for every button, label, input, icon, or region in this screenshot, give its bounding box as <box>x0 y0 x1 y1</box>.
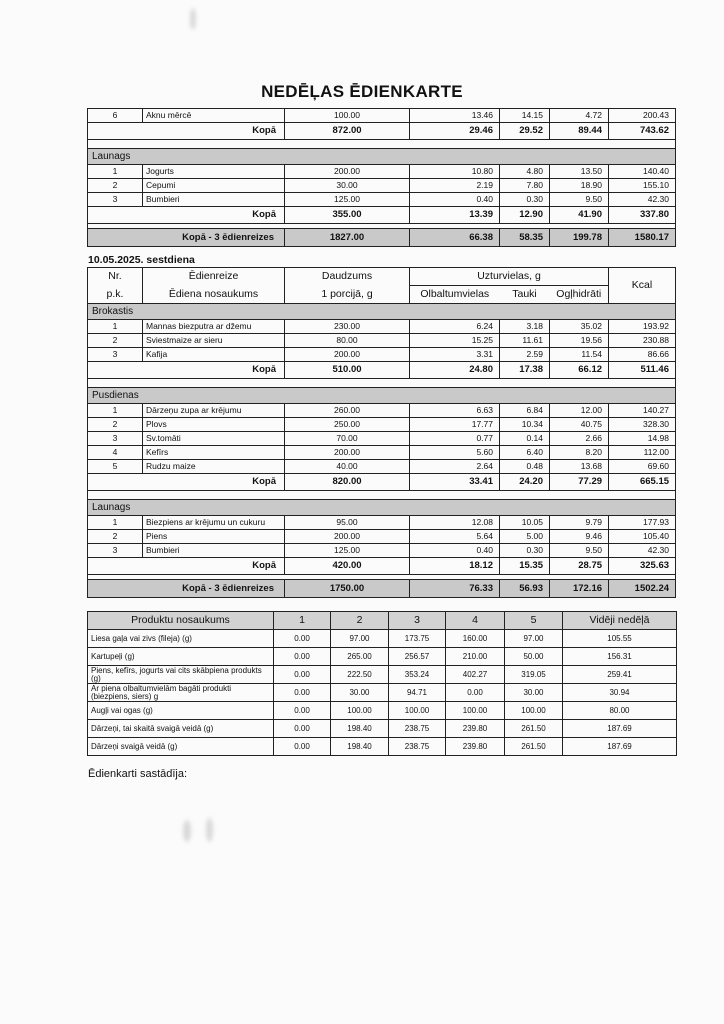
total-protein: 33.41 <box>410 474 500 491</box>
summary-header-day: 3 <box>389 612 446 630</box>
row-protein: 0.40 <box>410 544 500 558</box>
total-label: Kopā <box>88 362 285 379</box>
row-fat: 14.15 <box>500 109 550 123</box>
row-fat: 4.80 <box>500 165 550 179</box>
summary-day-value: 0.00 <box>274 630 331 648</box>
row-fat: 10.05 <box>500 516 550 530</box>
row-fat: 10.34 <box>500 418 550 432</box>
row-kcal: 328.30 <box>609 418 676 432</box>
row-fat: 5.00 <box>500 530 550 544</box>
header-pk: p.k. <box>88 286 143 304</box>
grand-total-fat: 56.93 <box>500 580 550 598</box>
grand-total-protein: 76.33 <box>410 580 500 598</box>
row-carbs: 35.02 <box>550 320 609 334</box>
previous-day-rows <box>88 109 676 165</box>
table-row <box>88 193 676 207</box>
table-row <box>88 334 676 348</box>
row-protein: 13.46 <box>410 109 500 123</box>
row-nr: 1 <box>88 165 143 179</box>
meal-total-row <box>88 474 676 491</box>
row-carbs: 18.90 <box>550 179 609 193</box>
row-carbs: 13.50 <box>550 165 609 179</box>
row-protein: 0.77 <box>410 432 500 446</box>
total-protein: 13.39 <box>410 207 500 224</box>
row-carbs: 12.00 <box>550 404 609 418</box>
row-fat: 0.30 <box>500 544 550 558</box>
row-qty: 70.00 <box>285 432 410 446</box>
launags-rows <box>88 165 676 207</box>
row-name: Bumbieri <box>143 193 285 207</box>
summary-day-value: 261.50 <box>505 738 563 756</box>
total-qty: 872.00 <box>285 123 410 140</box>
row-carbs: 40.75 <box>550 418 609 432</box>
summary-day-value: 265.00 <box>331 648 389 666</box>
row-fat: 6.40 <box>500 446 550 460</box>
row-nr: 5 <box>88 460 143 474</box>
total-qty: 820.00 <box>285 474 410 491</box>
total-label: Kopā <box>88 207 285 224</box>
grand-total-carbs: 172.16 <box>550 580 609 598</box>
table-row <box>88 432 676 446</box>
summary-day-value: 239.80 <box>446 738 505 756</box>
meal-total-row <box>88 123 676 140</box>
summary-day-value: 239.80 <box>446 720 505 738</box>
summary-day-value: 160.00 <box>446 630 505 648</box>
row-carbs: 9.50 <box>550 193 609 207</box>
row-protein: 10.80 <box>410 165 500 179</box>
summary-day-value: 30.00 <box>331 684 389 702</box>
total-kcal: 511.46 <box>609 362 676 379</box>
row-name: Sv.tomāti <box>143 432 285 446</box>
day-grand-total-row <box>88 229 676 247</box>
header-protein: Olbaltumvielas <box>410 286 500 304</box>
row-kcal: 105.40 <box>609 530 676 544</box>
summary-weekly-average: 187.69 <box>563 738 677 756</box>
row-qty: 200.00 <box>285 348 410 362</box>
summary-header-day: 1 <box>274 612 331 630</box>
summary-header-day: 5 <box>505 612 563 630</box>
row-kcal: 193.92 <box>609 320 676 334</box>
row-kcal: 155.10 <box>609 179 676 193</box>
summary-day-value: 402.27 <box>446 666 505 684</box>
row-nr: 6 <box>88 109 143 123</box>
total-carbs: 77.29 <box>550 474 609 491</box>
grand-total-carbs: 199.78 <box>550 229 609 247</box>
row-nr: 1 <box>88 516 143 530</box>
table-row <box>88 460 676 474</box>
row-fat: 0.48 <box>500 460 550 474</box>
row-fat: 3.18 <box>500 320 550 334</box>
row-protein: 5.64 <box>410 530 500 544</box>
summary-day-value: 0.00 <box>274 738 331 756</box>
row-kcal: 86.66 <box>609 348 676 362</box>
summary-day-value: 210.00 <box>446 648 505 666</box>
meal-section-header <box>88 149 676 165</box>
meal-name: Pusdienas <box>88 388 676 404</box>
row-qty: 80.00 <box>285 334 410 348</box>
row-protein: 5.60 <box>410 446 500 460</box>
grand-total-kcal: 1580.17 <box>609 229 676 247</box>
row-carbs: 8.20 <box>550 446 609 460</box>
summary-day-value: 100.00 <box>331 702 389 720</box>
meal-name: Launags <box>88 149 676 165</box>
grand-total-protein: 66.38 <box>410 229 500 247</box>
row-kcal: 14.98 <box>609 432 676 446</box>
row-nr: 2 <box>88 334 143 348</box>
total-carbs: 66.12 <box>550 362 609 379</box>
summary-day-value: 0.00 <box>274 648 331 666</box>
total-fat: 15.35 <box>500 558 550 575</box>
row-qty: 125.00 <box>285 193 410 207</box>
summary-day-value: 94.71 <box>389 684 446 702</box>
header-dish-name: Ēdiena nosaukums <box>143 286 285 304</box>
summary-day-value: 173.75 <box>389 630 446 648</box>
meal-name: Launags <box>88 500 676 516</box>
row-name: Aknu mērcē <box>143 109 285 123</box>
row-kcal: 112.00 <box>609 446 676 460</box>
summary-product-name: Augļi vai ogas (g) <box>88 702 274 720</box>
total-fat: 12.90 <box>500 207 550 224</box>
row-name: Rudzu maize <box>143 460 285 474</box>
summary-row <box>88 738 677 756</box>
summary-rows <box>88 630 677 756</box>
summary-product-name: Dārzeņi svaigā veidā (g) <box>88 738 274 756</box>
row-kcal: 140.27 <box>609 404 676 418</box>
row-protein: 6.63 <box>410 404 500 418</box>
row-protein: 12.08 <box>410 516 500 530</box>
row-nr: 2 <box>88 530 143 544</box>
saturday-menu-table <box>87 267 676 598</box>
total-protein: 24.80 <box>410 362 500 379</box>
summary-day-value: 353.24 <box>389 666 446 684</box>
row-name: Jogurts <box>143 165 285 179</box>
total-kcal: 325.63 <box>609 558 676 575</box>
row-kcal: 200.43 <box>609 109 676 123</box>
row-protein: 6.24 <box>410 320 500 334</box>
total-label: Kopā <box>88 474 285 491</box>
meal-total-row <box>88 207 676 224</box>
row-carbs: 13.68 <box>550 460 609 474</box>
table-row <box>88 530 676 544</box>
header-carbs: Ogļhidrāti <box>550 286 609 304</box>
summary-day-value: 238.75 <box>389 720 446 738</box>
row-carbs: 4.72 <box>550 109 609 123</box>
row-kcal: 42.30 <box>609 193 676 207</box>
meal-total-row <box>88 362 676 379</box>
summary-header-product: Produktu nosaukums <box>88 612 274 630</box>
grand-total-label: Kopā - 3 ēdienreizes <box>88 580 285 598</box>
row-name: Kafija <box>143 348 285 362</box>
row-fat: 2.59 <box>500 348 550 362</box>
row-kcal: 69.60 <box>609 460 676 474</box>
row-name: Cepumi <box>143 179 285 193</box>
row-carbs: 11.54 <box>550 348 609 362</box>
summary-day-value: 198.40 <box>331 720 389 738</box>
row-fat: 0.30 <box>500 193 550 207</box>
total-carbs: 41.90 <box>550 207 609 224</box>
row-nr: 1 <box>88 320 143 334</box>
summary-header-average: Vidēji nedēļā <box>563 612 677 630</box>
row-protein: 15.25 <box>410 334 500 348</box>
summary-day-value: 256.57 <box>389 648 446 666</box>
row-protein: 0.40 <box>410 193 500 207</box>
row-fat: 7.80 <box>500 179 550 193</box>
row-nr: 2 <box>88 179 143 193</box>
summary-weekly-average: 105.55 <box>563 630 677 648</box>
total-kcal: 337.80 <box>609 207 676 224</box>
header-quantity: Daudzums <box>285 268 410 286</box>
summary-product-name: Kartupeļi (g) <box>88 648 274 666</box>
total-fat: 29.52 <box>500 123 550 140</box>
saturday-meals <box>88 304 676 575</box>
row-name: Biezpiens ar krējumu un cukuru <box>143 516 285 530</box>
summary-header-row <box>88 612 677 630</box>
table-header <box>88 268 676 304</box>
table-row <box>88 348 676 362</box>
row-kcal: 177.93 <box>609 516 676 530</box>
meal-section-header <box>88 388 676 404</box>
grand-total-qty: 1827.00 <box>285 229 410 247</box>
row-carbs: 2.66 <box>550 432 609 446</box>
summary-day-value: 319.05 <box>505 666 563 684</box>
total-qty: 420.00 <box>285 558 410 575</box>
row-carbs: 19.56 <box>550 334 609 348</box>
day-grand-total-row <box>88 580 676 598</box>
header-portion: 1 porcijā, g <box>285 286 410 304</box>
table-row <box>88 165 676 179</box>
summary-row <box>88 702 677 720</box>
row-protein: 2.64 <box>410 460 500 474</box>
summary-weekly-average: 80.00 <box>563 702 677 720</box>
row-kcal: 230.88 <box>609 334 676 348</box>
grand-total-qty: 1750.00 <box>285 580 410 598</box>
summary-weekly-average: 259.41 <box>563 666 677 684</box>
total-label: Kopā <box>88 558 285 575</box>
row-qty: 100.00 <box>285 109 410 123</box>
summary-day-value: 97.00 <box>331 630 389 648</box>
row-nr: 4 <box>88 446 143 460</box>
row-name: Dārzeņu zupa ar krējumu <box>143 404 285 418</box>
total-protein: 29.46 <box>410 123 500 140</box>
signature-label: Ēdienkarti sastādīja: <box>88 768 188 780</box>
summary-day-value: 100.00 <box>446 702 505 720</box>
summary-day-value: 238.75 <box>389 738 446 756</box>
row-nr: 3 <box>88 193 143 207</box>
row-kcal: 140.40 <box>609 165 676 179</box>
meal-section-header <box>88 304 676 320</box>
table-row <box>88 516 676 530</box>
row-name: Kefīrs <box>143 446 285 460</box>
summary-day-value: 0.00 <box>274 702 331 720</box>
summary-day-value: 100.00 <box>389 702 446 720</box>
summary-product-name: Ar piena olbaltumvielām bagāti produkti (biezpiens, siers) g <box>88 684 274 702</box>
summary-weekly-average: 30.94 <box>563 684 677 702</box>
previous-day-table <box>87 108 676 247</box>
summary-product-name: Piens, kefīrs, jogurts vai cits skābpiena produkts (g) <box>88 666 274 684</box>
row-protein: 3.31 <box>410 348 500 362</box>
row-nr: 3 <box>88 348 143 362</box>
total-kcal: 743.62 <box>609 123 676 140</box>
header-kcal: Kcal <box>609 268 676 304</box>
summary-weekly-average: 187.69 <box>563 720 677 738</box>
table-row <box>88 404 676 418</box>
table-row <box>88 418 676 432</box>
row-fat: 11.61 <box>500 334 550 348</box>
total-qty: 510.00 <box>285 362 410 379</box>
summary-header-day: 2 <box>331 612 389 630</box>
row-qty: 95.00 <box>285 516 410 530</box>
summary-row <box>88 720 677 738</box>
meal-section-header <box>88 500 676 516</box>
document-title: NEDĒĻAS ĒDIENKARTE <box>261 82 463 101</box>
summary-day-value: 261.50 <box>505 720 563 738</box>
summary-row <box>88 630 677 648</box>
summary-day-value: 0.00 <box>274 666 331 684</box>
total-carbs: 89.44 <box>550 123 609 140</box>
table-row <box>88 109 676 123</box>
summary-row <box>88 684 677 702</box>
table-row <box>88 179 676 193</box>
header-meal: Ēdienreize <box>143 268 285 286</box>
summary-weekly-average: 156.31 <box>563 648 677 666</box>
table-row <box>88 544 676 558</box>
day-date-heading: 10.05.2025. sestdiena <box>88 254 195 266</box>
meal-total-row <box>88 558 676 575</box>
table-row <box>88 320 676 334</box>
summary-day-value: 0.00 <box>274 684 331 702</box>
row-qty: 200.00 <box>285 446 410 460</box>
row-carbs: 9.50 <box>550 544 609 558</box>
header-nutrients: Uzturvielas, g <box>410 268 609 286</box>
row-nr: 1 <box>88 404 143 418</box>
row-qty: 40.00 <box>285 460 410 474</box>
summary-row <box>88 648 677 666</box>
header-fat: Tauki <box>500 286 550 304</box>
meal-name: Brokastis <box>88 304 676 320</box>
row-nr: 3 <box>88 544 143 558</box>
row-protein: 17.77 <box>410 418 500 432</box>
row-nr: 2 <box>88 418 143 432</box>
row-qty: 250.00 <box>285 418 410 432</box>
row-protein: 2.19 <box>410 179 500 193</box>
total-fat: 17.38 <box>500 362 550 379</box>
row-name: Sviestmaize ar sieru <box>143 334 285 348</box>
summary-day-value: 50.00 <box>505 648 563 666</box>
summary-day-value: 0.00 <box>274 720 331 738</box>
row-carbs: 9.46 <box>550 530 609 544</box>
summary-product-name: Liesa gaļa vai zivs (fileja) (g) <box>88 630 274 648</box>
table-row <box>88 446 676 460</box>
total-qty: 355.00 <box>285 207 410 224</box>
row-qty: 200.00 <box>285 530 410 544</box>
total-label: Kopā <box>88 123 285 140</box>
header-nr: Nr. <box>88 268 143 286</box>
summary-day-value: 97.00 <box>505 630 563 648</box>
grand-total-label: Kopā - 3 ēdienreizes <box>88 229 285 247</box>
row-nr: 3 <box>88 432 143 446</box>
total-fat: 24.20 <box>500 474 550 491</box>
row-qty: 230.00 <box>285 320 410 334</box>
row-kcal: 42.30 <box>609 544 676 558</box>
summary-row <box>88 666 677 684</box>
summary-header-day: 4 <box>446 612 505 630</box>
weekly-product-summary-table <box>87 611 677 756</box>
total-kcal: 665.15 <box>609 474 676 491</box>
summary-day-value: 0.00 <box>446 684 505 702</box>
row-qty: 200.00 <box>285 165 410 179</box>
grand-total-fat: 58.35 <box>500 229 550 247</box>
summary-day-value: 198.40 <box>331 738 389 756</box>
total-protein: 18.12 <box>410 558 500 575</box>
summary-day-value: 100.00 <box>505 702 563 720</box>
row-qty: 125.00 <box>285 544 410 558</box>
row-qty: 30.00 <box>285 179 410 193</box>
row-name: Mannas biezputra ar džemu <box>143 320 285 334</box>
total-carbs: 28.75 <box>550 558 609 575</box>
summary-day-value: 30.00 <box>505 684 563 702</box>
row-name: Piens <box>143 530 285 544</box>
row-qty: 260.00 <box>285 404 410 418</box>
summary-product-name: Dārzeņi, tai skaitā svaigā veidā (g) <box>88 720 274 738</box>
row-fat: 6.84 <box>500 404 550 418</box>
grand-total-kcal: 1502.24 <box>609 580 676 598</box>
row-carbs: 9.79 <box>550 516 609 530</box>
row-name: Bumbieri <box>143 544 285 558</box>
row-fat: 0.14 <box>500 432 550 446</box>
summary-day-value: 222.50 <box>331 666 389 684</box>
row-name: Plovs <box>143 418 285 432</box>
